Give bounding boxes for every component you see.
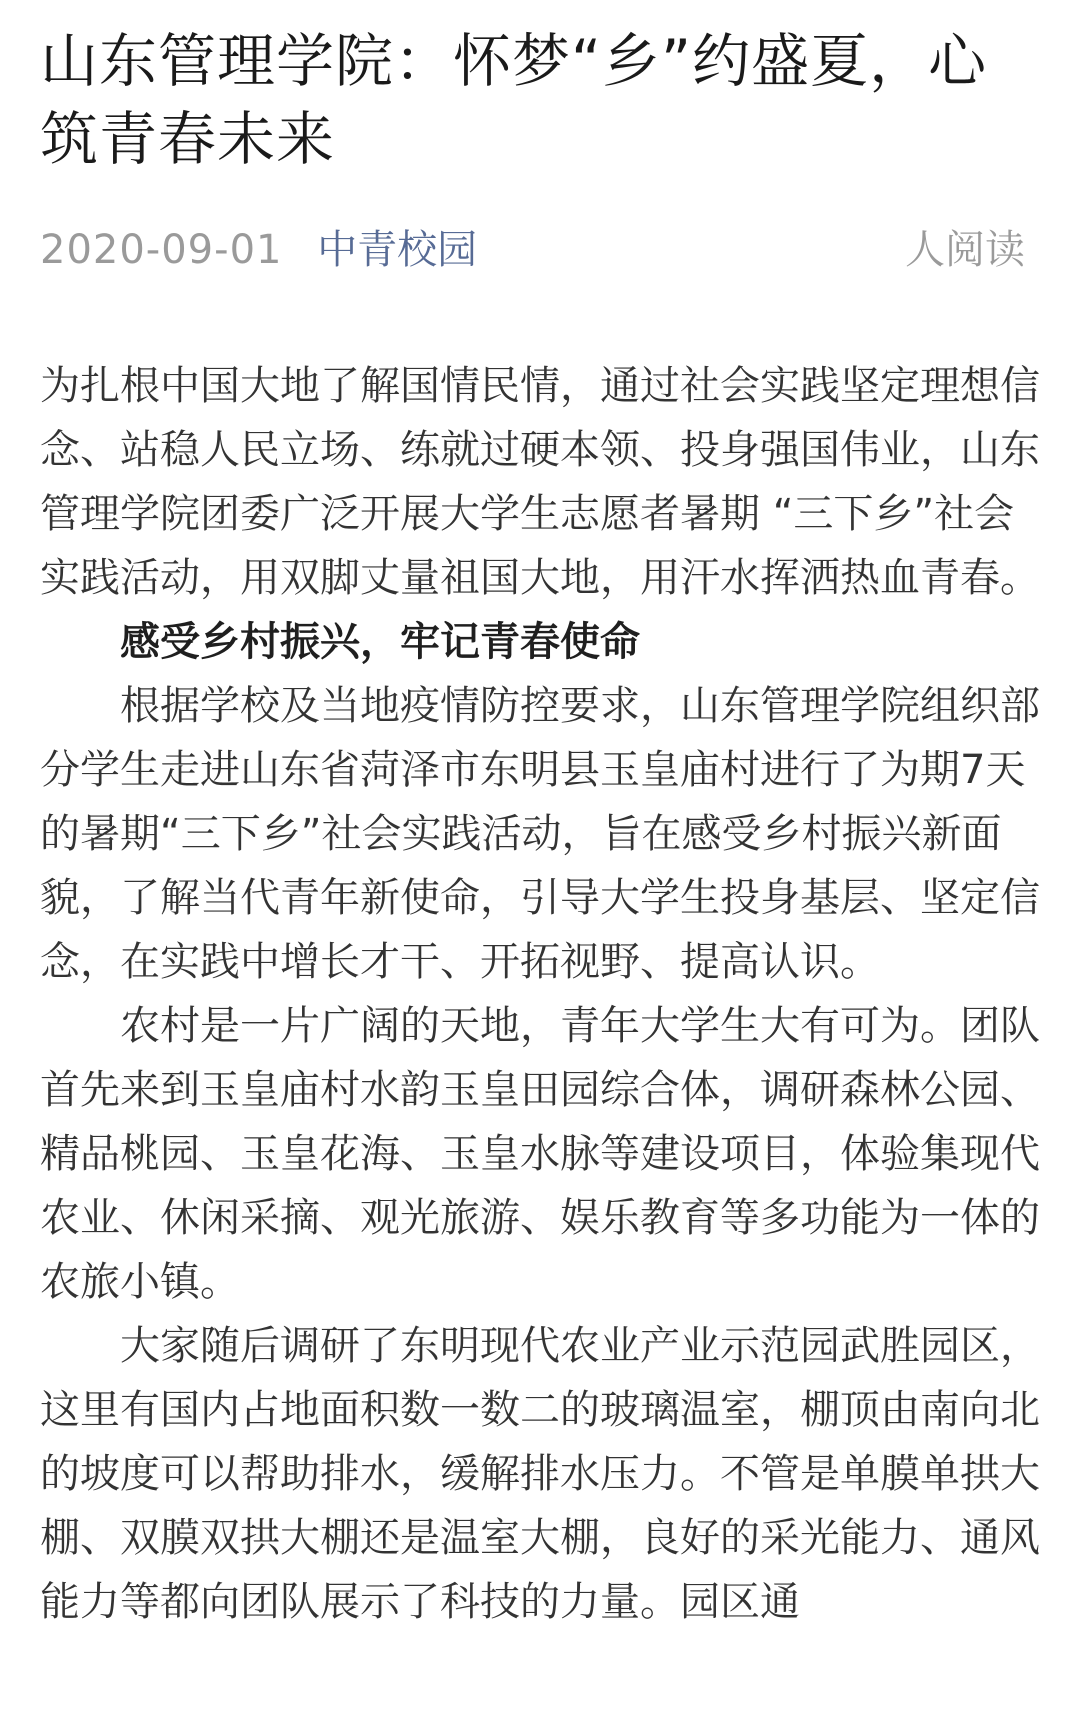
section-heading: 感受乡村振兴，牢记青春使命 <box>120 619 640 665</box>
body-paragraph-3: 大家随后调研了东明现代农业产业示范园武胜园区，这里有国内占地面积数一数二的玻璃温室，棚顶由南向北的坡度可以帮助排水，缓解排水压力。不管是单膜单拱大棚、双膜双拱大棚还是温室大棚，良好的采光能力、通风能力等都向团队展示了科技的力量。园区通 <box>40 1323 1040 1625</box>
source-account-link[interactable]: 中青校园 <box>317 227 478 273</box>
article-title: 山东管理学院：怀梦“乡”约盛夏，心筑青春未来 <box>40 27 988 173</box>
intro-paragraph: 为扎根中国大地了解国情民情，通过社会实践坚定理想信念、站稳人民立场、练就过硬本领、投身强国伟业，山东管理学院团委广泛开展大学生志愿者暑期 “三下乡”社会实践活动，用双脚丈量祖国大地，用汗水挥洒热血青春。 <box>40 363 1040 601</box>
body-paragraph-2: 农村是一片广阔的天地，青年大学生大有可为。团队首先来到玉皇庙村水韵玉皇田园综合体，调研森林公园、精品桃园、玉皇花海、玉皇水脉等建设项目，体验集现代农业、休闲采摘、观光旅游、娱乐教育等多功能为一体的农旅小镇。 <box>40 1003 1040 1305</box>
article-meta <box>40 222 1025 278</box>
article-body <box>40 354 1040 1634</box>
publish-date: 2020-09-01 <box>40 227 283 273</box>
read-count-label: 人阅读 <box>905 227 1025 273</box>
body-paragraph-1: 根据学校及当地疫情防控要求，山东管理学院组织部分学生走进山东省菏泽市东明县玉皇庙村进行了为期7天的暑期“三下乡”社会实践活动，旨在感受乡村振兴新面貌，了解当代青年新使命，引导大学生投身基层、坚定信念，在实践中增长才干、开拓视野、提高认识。 <box>40 683 1040 985</box>
